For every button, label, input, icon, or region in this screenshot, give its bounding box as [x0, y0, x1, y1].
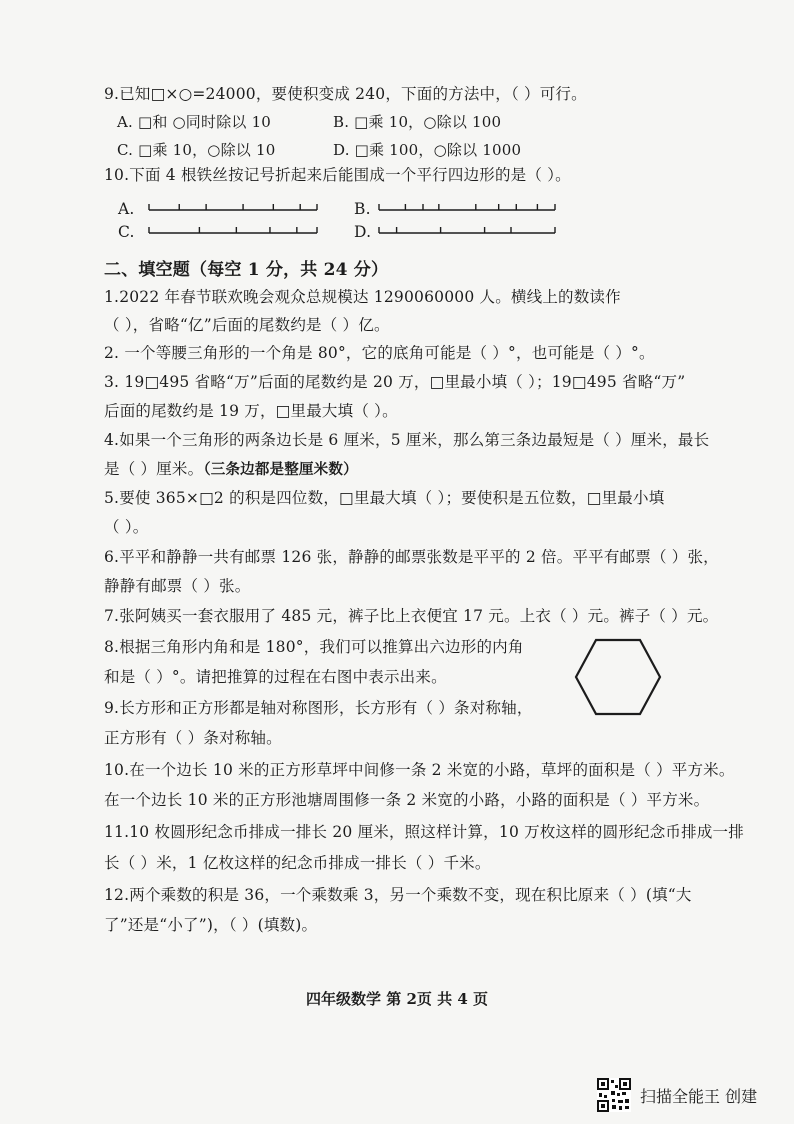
fill-q1-line1: 1.2022 年春节联欢晚会观众总规模达 1290060000 人。横线上的数读作 [104, 288, 621, 306]
q9-option-b: B. □乘 10，○除以 100 [333, 113, 502, 131]
wire-a [148, 199, 318, 213]
fill-q1-line2: （ ），省略“亿”后面的尾数约是（ ）亿。 [104, 316, 390, 334]
q10-label-b: B. [354, 200, 371, 218]
page-footer: 四年级数学 第 2页 共 4 页 [306, 990, 488, 1008]
fill-q5-line2: （ ）。 [104, 518, 149, 536]
q9-option-a: A. □和 ○同时除以 10 [117, 113, 272, 131]
wire-b-svg [378, 199, 556, 213]
q9-option-d: D. □乘 100，○除以 1000 [333, 141, 522, 159]
wire-b [378, 199, 556, 213]
fill-q4-line1: 4.如果一个三角形的两条边长是 6 厘米，5 厘米，那么第三条边最短是（ ）厘米，最长 [104, 431, 710, 449]
fill-q11-line1: 11.10 枚圆形纪念币排成一排长 20 厘米，照这样计算，10 万枚这样的圆形纪念币排成一排 [104, 823, 744, 841]
fill-q3-line1: 3. 19□495 省略“万”后面的尾数约是 20 万，□里最小填（ ）；19□495 省略“万” [104, 373, 686, 391]
fill-q6-line2: 静静有邮票（ ）张。 [104, 577, 251, 595]
fill-q8-line1: 8.根据三角形内角和是 180°，我们可以推算出六边形的内角 [104, 638, 524, 656]
hexagon-figure [572, 638, 664, 716]
fill-q9-line2: 正方形有（ ）条对称轴。 [104, 729, 282, 747]
q9-option-c: C. □乘 10，○除以 10 [117, 141, 276, 159]
fill-q4-line2 [104, 459, 358, 480]
wire-d-svg [378, 222, 556, 236]
wire-a-svg [148, 199, 318, 213]
fill-q6-line1: 6.平平和静静一共有邮票 126 张，静静的邮票张数是平平的 2 倍。平平有邮票（ ）张， [104, 548, 719, 566]
fill-q2: 2. 一个等腰三角形的一个角是 80°，它的底角可能是（ ）°，也可能是（ ）°。 [104, 344, 655, 362]
fill-q8-line2: 和是（ ）°。请把推算的过程在右图中表示出来。 [104, 668, 447, 686]
fill-q5-line1: 5.要使 365×□2 的积是四位数，□里最大填（ ）；要使积是五位数，□里最小填 [104, 489, 665, 507]
fill-q12-line2: 了”还是“小了”)，（ ）(填数)。 [104, 916, 318, 934]
q10-stem: 10.下面 4 根铁丝按记号折起来后能围成一个平行四边形的是（ ）。 [104, 166, 571, 184]
fill-q4-note: （三条边都是整厘米数） [203, 461, 358, 478]
q9-stem: 9.已知□×○=24000，要使积变成 240，下面的方法中，（ ）可行。 [104, 85, 587, 103]
wire-c-svg [148, 222, 318, 236]
fill-q11-line2: 长（ ）米，1 亿枚这样的纪念币排成一排长（ ）千米。 [104, 854, 491, 872]
fill-q12-line1: 12.两个乘数的积是 36，一个乘数乘 3，另一个乘数不变，现在积比原来（ ）(填“大 [104, 886, 692, 904]
section-2-title: 二、填空题（每空 1 分，共 24 分） [104, 260, 389, 280]
fill-q9-line1: 9.长方形和正方形都是轴对称图形，长方形有（ ）条对称轴， [104, 699, 533, 717]
q10-label-c: C. [118, 223, 135, 241]
fill-q4-answer-text: 是（ ）厘米。 [104, 460, 204, 478]
fill-q3-line2: 后面的尾数约是 19 万，□里最大填（ ）。 [104, 402, 398, 420]
fill-q7: 7.张阿姨买一套衣服用了 485 元，裤子比上衣便宜 17 元。上衣（ ）元。裤子（ ）元。 [104, 607, 719, 625]
fill-q10-line2: 在一个边长 10 米的正方形池塘周围修一条 2 米宽的小路，小路的面积是（ ）平方米。 [104, 791, 710, 809]
scanner-watermark: 扫描全能王 创建 [640, 1087, 758, 1106]
qr-code-icon [597, 1078, 631, 1112]
wire-d [378, 222, 556, 236]
wire-c [148, 222, 318, 236]
q10-label-a: A. [118, 200, 135, 218]
q10-label-d: D. [354, 223, 372, 241]
fill-q10-line1: 10.在一个边长 10 米的正方形草坪中间修一条 2 米宽的小路，草坪的面积是（ ）平方米。 [104, 761, 735, 779]
